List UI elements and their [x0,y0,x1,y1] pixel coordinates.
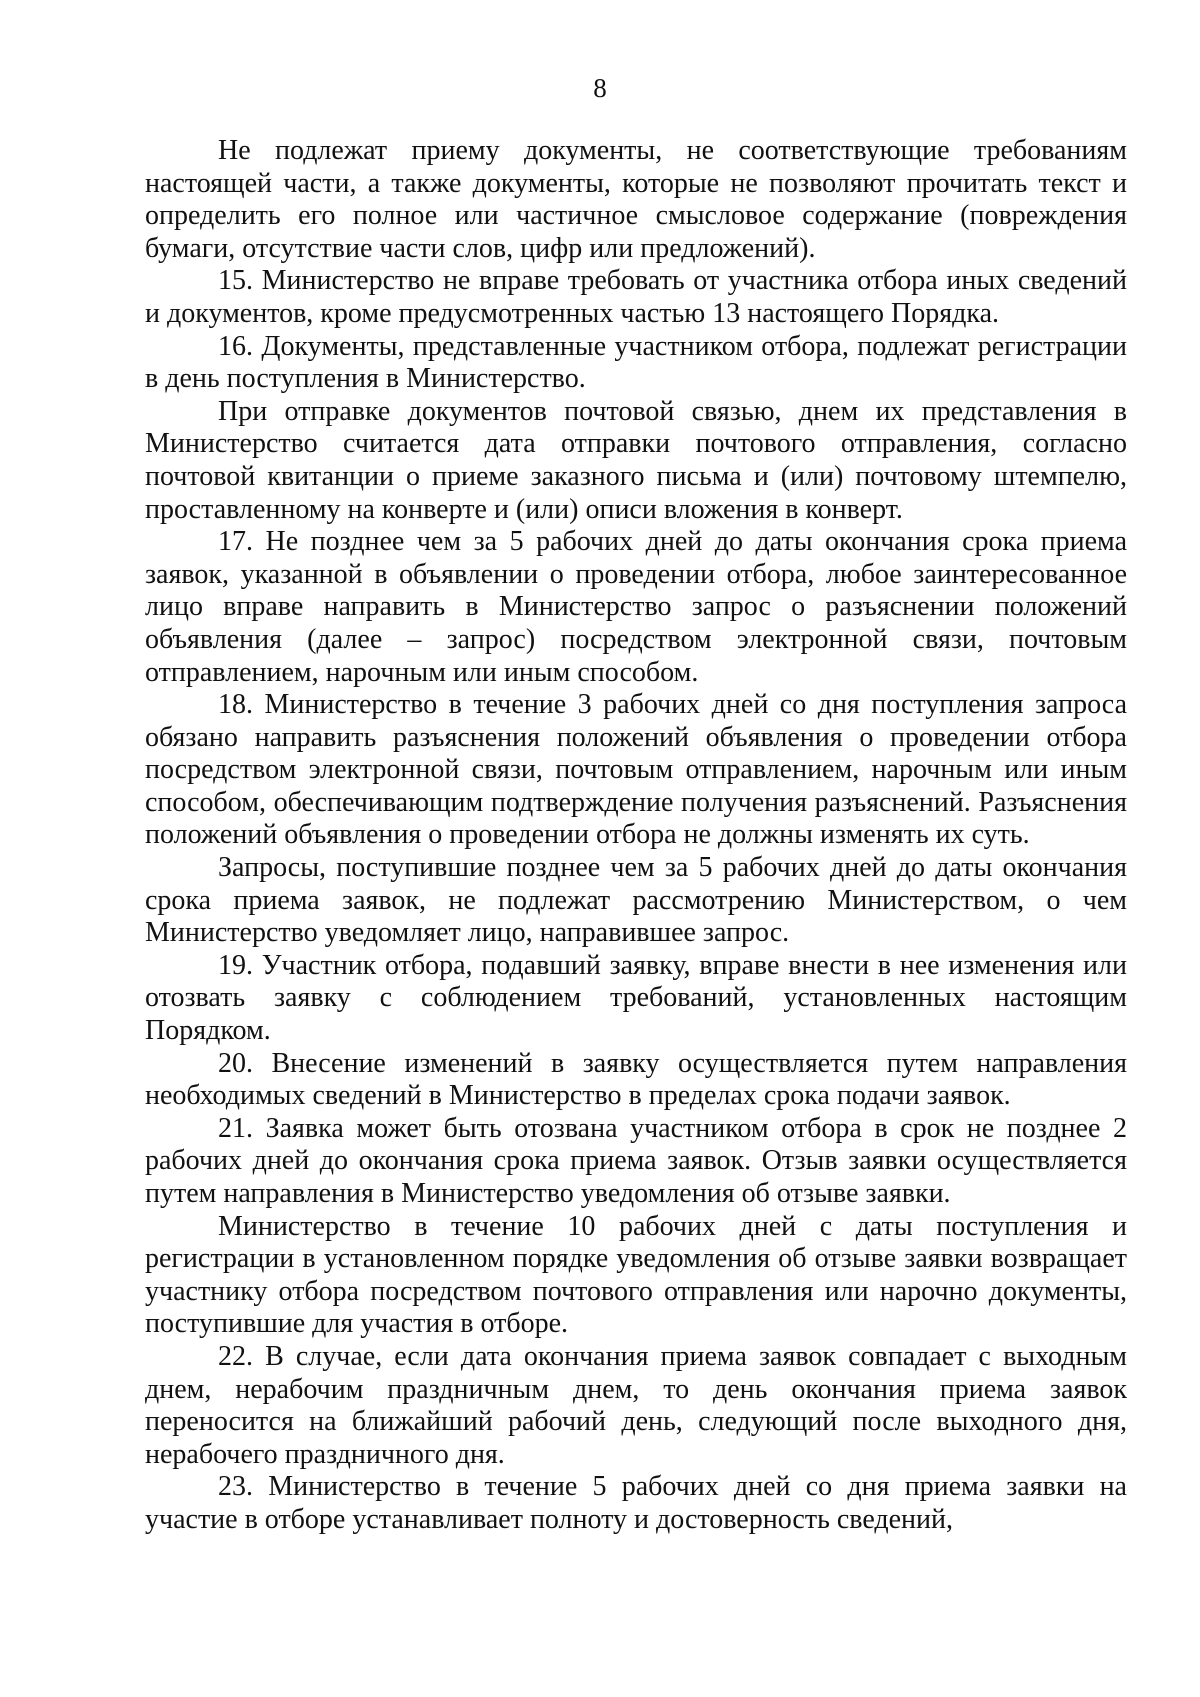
paragraph-postal-submission: При отправке документов почтовой связью, днем их представления в Министерство считается дата отправки почтового отправления, согласно почтовой квитанции о приеме заказного письма и (или) почтовому штемпелю, проставленному на конверте и (или) описи вложения в конверт. [145,395,1127,525]
page-number: 8 [593,73,607,103]
paragraph-late-requests: Запросы, поступившие позднее чем за 5 рабочих дней до даты окончания срока приема заявок, не подлежат рассмотрению Министерством, о чем Министерство уведомляет лицо, направившее запрос. [145,852,1127,949]
paragraph-19: 19. Участник отбора, подавший заявку, вправе внести в нее изменения или отозвать заявку с соблюдением требований, установленных настоящим Порядком. [145,949,1127,1047]
paragraph-18: 18. Министерство в течение 3 рабочих дней со дня поступления запроса обязано направить разъяснения положений объявления о проведении отбора посредством электронной связи, почтовым отправлением, нарочным или иным способом, обеспечивающим подтверждение получения разъяснений. Разъяснения положений объявления о проведении отбора не должны изменять их суть. [145,689,1127,851]
document-body [145,135,1127,1537]
paragraph-16: 16. Документы, представленные участником отбора, подлежат регистрации в день поступления в Министерство. [145,330,1127,395]
paragraph-21: 21. Заявка может быть отозвана участником отбора в срок не позднее 2 рабочих дней до окончания срока приема заявок. Отзыв заявки осуществляется путем направления в Министерство уведомления об отзыве заявки. [145,1112,1127,1209]
paragraph-17: 17. Не позднее чем за 5 рабочих дней до даты окончания срока приема заявок, указанной в объявлении о проведении отбора, любое заинтересованное лицо вправе направить в Министерство запрос о разъяснении положений объявления (далее – запрос) посредством электронной связи, почтовым отправлением, нарочным или иным способом. [145,526,1127,688]
paragraph-return-documents: Министерство в течение 10 рабочих дней с даты поступления и регистрации в установленном порядке уведомления об отзыве заявки возвращает участнику отбора посредством почтового отправления или нарочно документы, поступившие для участия в отборе. [145,1210,1127,1340]
paragraph-22: 22. В случае, если дата окончания приема заявок совпадает с выходным днем, нерабочим праздничным днем, то день окончания приема заявок переносится на ближайший рабочий день, следующий после выходного дня, нерабочего праздничного дня. [145,1340,1127,1470]
paragraph-documents-not-accepted: Не подлежат приему документы, не соответствующие требованиям настоящей части, а также документы, которые не позволяют прочитать текст и определить его полное или частичное смысловое содержание (повреждения бумаги, отсутствие части слов, цифр или предложений). [145,135,1127,264]
paragraph-15: 15. Министерство не вправе требовать от участника отбора иных сведений и документов, кроме предусмотренных частью 13 настоящего Порядка. [145,265,1127,329]
paragraph-20: 20. Внесение изменений в заявку осуществляется путем направления необходимых сведений в Министерство в пределах срока подачи заявок. [145,1047,1127,1112]
paragraph-23: 23. Министерство в течение 5 рабочих дней со дня приема заявки на участие в отборе устанавливает полноту и достоверность сведений, [145,1471,1127,1535]
